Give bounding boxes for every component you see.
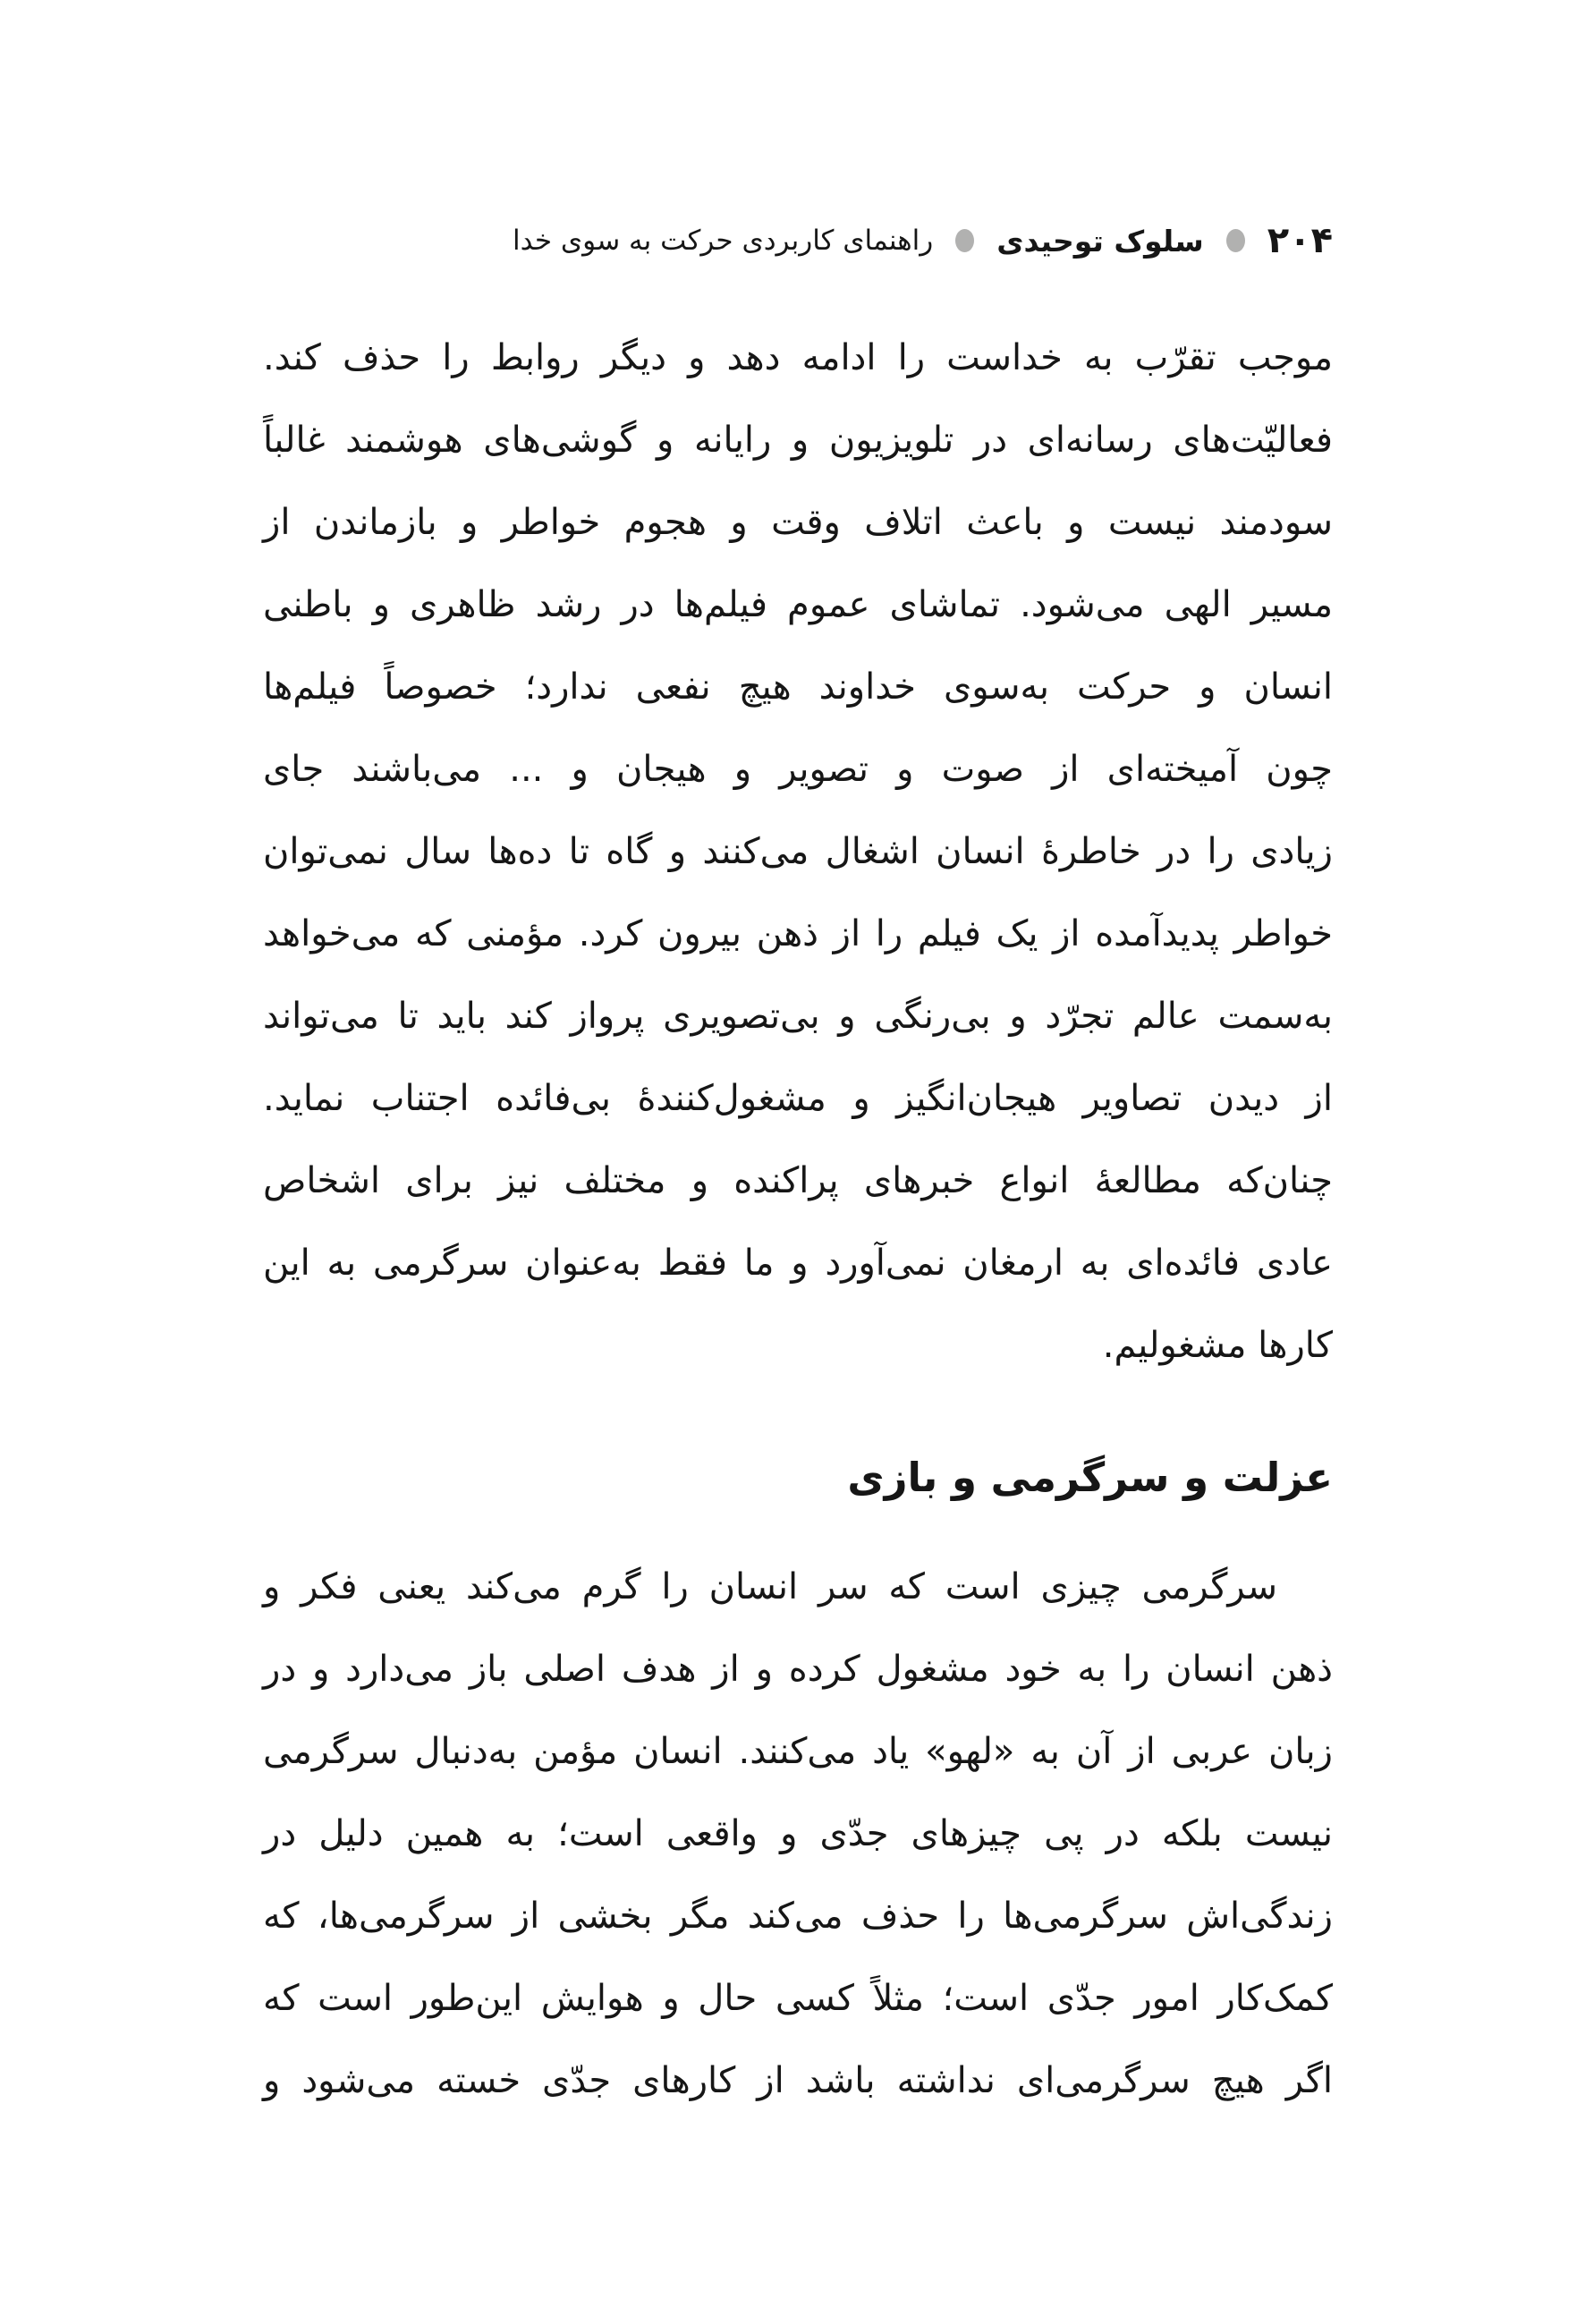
text-line: از دیدن تصاویر هیجان‌انگیز و مشغول‌کنندهٔ بی‌فائده اجتناب نماید.	[263, 1078, 1333, 1119]
text-line: چون آمیخته‌ای از صوت و تصویر و هیجان و ... می‌باشند جای	[263, 749, 1333, 790]
text-line: سودمند نیست و باعث اتلاف وقت و هجوم خواطر و بازماندن از	[263, 502, 1333, 543]
text-line: چنان‌که مطالعهٔ انواع خبرهای پراکنده و مختلف نیز برای اشخاص	[263, 1160, 1333, 1201]
page-body	[263, 317, 1333, 2122]
paragraph-media-activities	[263, 317, 1333, 1387]
separator-dot-icon	[1226, 229, 1245, 252]
text-line: زیادی را در خاطرهٔ انسان اشغال می‌کنند و گاه تا ده‌ها سال نمی‌توان	[263, 831, 1333, 872]
text-line: ذهن انسان را به خود مشغول کرده و از هدف اصلی باز می‌دارد و در	[263, 1649, 1333, 1690]
text-line: سرگرمی چیزی است که سر انسان را گرم می‌کند یعنی فکر و	[263, 1566, 1277, 1607]
book-title: سلوک توحیدی	[996, 223, 1204, 259]
text-line: کمک‌کار امور جدّی است؛ مثلاً کسی حال و هوایش این‌طور است که	[263, 1978, 1333, 2019]
text-line: اگر هیچ سرگرمی‌ای نداشته باشد از کارهای جدّی خسته می‌شود و	[263, 2060, 1333, 2101]
text-line: خواطر پدیدآمده از یک فیلم را از ذهن بیرون کرد. مؤمنی که می‌خواهد	[263, 913, 1333, 954]
page-header	[513, 220, 1333, 261]
text-line: انسان و حرکت به‌سوی خداوند هیچ نفعی ندارد؛ خصوصاً فیلم‌ها	[263, 666, 1333, 708]
text-line: کارها مشغولیم.	[1102, 1325, 1333, 1366]
text-line: مسیر الهی می‌شود. تماشای عموم فیلم‌ها در رشد ظاهری و باطنی	[263, 584, 1333, 625]
paragraph-entertainment	[263, 1546, 1333, 2122]
text-line: فعالیّت‌های رسانه‌ای در تلویزیون و رایانه و گوشی‌های هوشمند غالباً	[263, 420, 1333, 461]
text-line: زندگی‌اش سرگرمی‌ها را حذف می‌کند مگر بخشی از سرگرمی‌ها، که	[263, 1896, 1333, 1937]
text-line: موجب تقرّب به خداست را ادامه دهد و دیگر روابط را حذف کند.	[263, 337, 1333, 378]
section-heading: عزلت و سرگرمی و بازی	[847, 1454, 1333, 1501]
book-subtitle: راهنمای کاربردی حرکت به سوی خدا	[513, 225, 934, 257]
separator-dot-icon	[955, 229, 974, 252]
text-line: عادی فائده‌ای به ارمغان نمی‌آورد و ما فقط به‌عنوان سرگرمی به این	[263, 1243, 1333, 1284]
text-line: زبان عربی از آن به «لهو» یاد می‌کنند. انسان مؤمن به‌دنبال سرگرمی	[263, 1731, 1333, 1772]
text-line: به‌سمت عالم تجرّد و بی‌رنگی و بی‌تصویری پرواز کند باید تا می‌تواند	[263, 996, 1333, 1037]
page-number: ۲۰۴	[1267, 220, 1333, 261]
text-line: نیست بلکه در پی چیزهای جدّی و واقعی است؛ به همین دلیل در	[263, 1813, 1333, 1854]
